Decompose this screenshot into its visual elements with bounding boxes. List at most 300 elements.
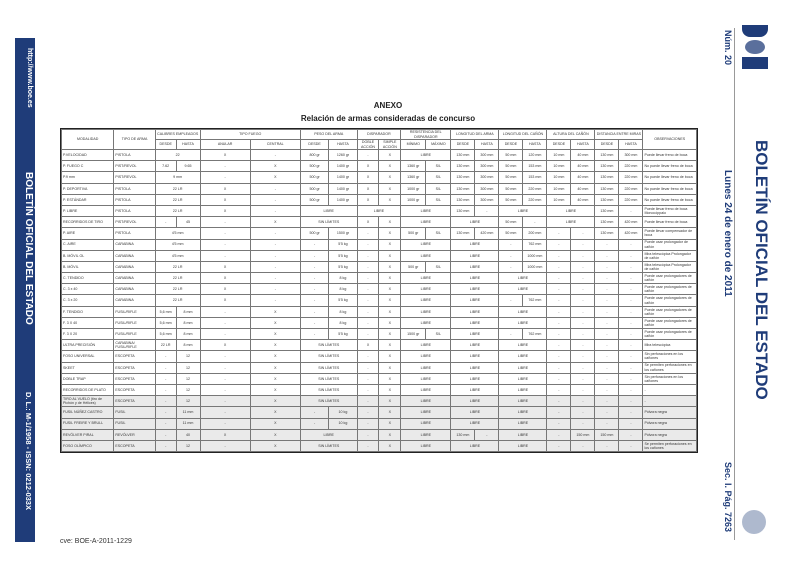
table-cell: SIN LÍMITES: [300, 373, 357, 384]
table-cell: 420 mm: [475, 228, 499, 239]
table-cell: LIBRE: [401, 250, 451, 261]
table-cell: 22 LR: [155, 295, 200, 306]
table-cell: 8 kg: [329, 317, 357, 328]
table-cell: Mira telescópica Prolongador de cañón: [643, 250, 697, 261]
table-cell: -: [619, 306, 643, 317]
table-cell: CARABINA: [114, 284, 155, 295]
table-cell: Pólvora negra: [643, 407, 697, 418]
table-cell: 130 mm: [451, 194, 475, 205]
table-cell: 8 mm: [176, 317, 200, 328]
table-cell: X: [200, 205, 250, 216]
table-cell: -: [571, 407, 595, 418]
table-cell: S/L: [426, 161, 451, 172]
table-cell: X: [357, 194, 379, 205]
table-cell: X: [379, 150, 401, 161]
table-cell: 5'5 kg: [329, 329, 357, 340]
table-cell: Pólvora negra: [643, 418, 697, 429]
table-cell: -: [595, 239, 619, 250]
table-cell: SIN LÍMITES: [300, 362, 357, 373]
table-cell: SIN LÍMITES: [300, 340, 357, 351]
table-cell: -: [547, 440, 571, 451]
table-row: [62, 306, 697, 317]
table-cell: ESCOPETA: [114, 384, 155, 395]
table-cell: PISTOLA: [114, 228, 155, 239]
table-cell: LIBRE: [401, 407, 451, 418]
table-cell: 220 mm: [619, 183, 643, 194]
table-cell: X: [379, 295, 401, 306]
table-cell: -: [547, 396, 571, 407]
table-cell: PISTOLA: [114, 183, 155, 194]
table-cell: 5'5 kg: [329, 261, 357, 272]
table-cell: -: [547, 273, 571, 284]
table-cell: -: [250, 205, 300, 216]
table-cell: -: [155, 407, 176, 418]
table-cell: -: [200, 317, 250, 328]
table-cell: X: [379, 329, 401, 340]
table-cell: LIBRE: [451, 306, 499, 317]
table-cell: LIBRE: [401, 362, 451, 373]
table-cell: 800 gr: [300, 150, 328, 161]
col-modalidad: MODALIDAD: [62, 130, 114, 150]
sub-central: CENTRAL: [250, 140, 300, 150]
table-cell: LIBRE: [401, 295, 451, 306]
table-cell: B. MÓVIL OL: [62, 250, 114, 261]
table-cell: X: [200, 284, 250, 295]
table-cell: FUSIL/RIFLE: [114, 306, 155, 317]
table-cell: -: [571, 284, 595, 295]
table-cell: Se permiten perforaciones en los cañones: [643, 440, 697, 451]
table-cell: -: [250, 284, 300, 295]
table-cell: -: [619, 440, 643, 451]
table-cell: P. ESTÁNDAR: [62, 194, 114, 205]
table-cell: -: [571, 228, 595, 239]
table-cell: X: [200, 273, 250, 284]
table-cell: -: [155, 351, 176, 362]
table-cell: X: [379, 429, 401, 440]
sub-desde: DESDE: [300, 140, 328, 150]
table-row: [62, 150, 697, 161]
table-cell: -: [619, 396, 643, 407]
table-cell: LIBRE: [499, 205, 547, 216]
table-cell: 300 mm: [475, 150, 499, 161]
table-cell: Puede usar prolongadores de cañón: [643, 284, 697, 295]
document-heading: Relación de armas consideradas de concurso: [300, 114, 476, 123]
table-cell: -: [619, 340, 643, 351]
table-cell: -: [595, 362, 619, 373]
table-cell: -: [547, 239, 571, 250]
table-cell: 4'5 mm: [155, 228, 200, 239]
table-cell: 12: [176, 373, 200, 384]
table-cell: 220 mm: [523, 183, 547, 194]
table-cell: 4'5 mm: [155, 250, 200, 261]
table-row: [62, 228, 697, 239]
table-cell: -: [571, 362, 595, 373]
table-cell: -: [619, 239, 643, 250]
table-cell: X: [379, 418, 401, 429]
table-cell: LIBRE: [451, 217, 499, 228]
table-cell: 22 LR: [155, 194, 200, 205]
table-row: [62, 373, 697, 384]
table-cell: CARABINA: [114, 250, 155, 261]
table-cell: No puede llevar freno de boca: [643, 161, 697, 172]
table-cell: LIBRE: [499, 418, 547, 429]
table-cell: LIBRE: [451, 250, 499, 261]
table-cell: -: [571, 261, 595, 272]
table-cell: X: [250, 317, 300, 328]
table-cell: -: [200, 329, 250, 340]
table-cell: SKEET: [62, 362, 114, 373]
table-cell: Mira telescópica: [643, 340, 697, 351]
table-cell: -: [357, 440, 379, 451]
table-cell: -: [571, 250, 595, 261]
table-cell: LIBRE: [401, 239, 451, 250]
table-cell: -: [250, 250, 300, 261]
table-cell: -: [250, 239, 300, 250]
table-cell: DOBLE TRAP: [62, 373, 114, 384]
table-cell: 150 mm: [571, 429, 595, 440]
table-cell: 130 mm: [595, 228, 619, 239]
table-cell: CARABINA: [114, 273, 155, 284]
table-cell: -: [357, 429, 379, 440]
table-cell: 22 LR: [155, 261, 200, 272]
table-cell: X: [250, 384, 300, 395]
table-cell: LIBRE: [401, 273, 451, 284]
table-cell: 5,6 mm: [155, 317, 176, 328]
table-cell: LIBRE: [499, 340, 547, 351]
table-cell: 8 kg: [329, 273, 357, 284]
table-cell: -: [547, 250, 571, 261]
table-cell: X: [379, 194, 401, 205]
table-cell: -: [595, 295, 619, 306]
table-cell: S/L: [426, 261, 451, 272]
sub-hasta: HASTA: [176, 140, 200, 150]
table-cell: 40 mm: [571, 194, 595, 205]
table-cell: C. AIRE: [62, 239, 114, 250]
table-cell: -: [547, 373, 571, 384]
table-cell: -: [523, 217, 547, 228]
sidebar-url-link[interactable]: http://www.boe.es: [26, 48, 33, 108]
table-cell: ULTRA PRECISIÓN: [62, 340, 114, 351]
table-cell: -: [357, 418, 379, 429]
table-cell: 130 mm: [595, 161, 619, 172]
table-cell: X: [250, 217, 300, 228]
table-cell: X: [379, 340, 401, 351]
table-row: [62, 217, 697, 228]
table-cell: -: [619, 250, 643, 261]
table-row: [62, 317, 697, 328]
sub-doble-accion: DOBLE ACCIÓN: [357, 140, 379, 150]
table-row: [62, 194, 697, 205]
table-cell: X: [379, 351, 401, 362]
table-cell: -: [547, 261, 571, 272]
table-cell: Puede usar prolongadores de cañón: [643, 329, 697, 340]
table-cell: ESCOPETA: [114, 440, 155, 451]
table-cell: 8 mm: [176, 306, 200, 317]
table-row: [62, 351, 697, 362]
table-cell: LIBRE: [547, 217, 595, 228]
table-cell: -: [200, 217, 250, 228]
table-cell: -: [200, 396, 250, 407]
table-cell: 500 gr: [300, 183, 328, 194]
table-cell: LIBRE: [401, 284, 451, 295]
table-cell: -: [499, 295, 523, 306]
table-cell: PIST/REVOL: [114, 161, 155, 172]
table-cell: -: [619, 295, 643, 306]
table-cell: ESCOPETA: [114, 396, 155, 407]
table-cell: 5,6 mm: [155, 329, 176, 340]
table-cell: X: [250, 373, 300, 384]
table-cell: FUSIL FREIRE Y BRULL: [62, 418, 114, 429]
col-resistencia: RESISTENCIA DEL DISPARADOR: [401, 130, 451, 140]
table-cell: -: [571, 317, 595, 328]
table-cell: -: [619, 362, 643, 373]
table-cell: 4'5 mm: [155, 239, 200, 250]
table-cell: -: [571, 418, 595, 429]
table-cell: FUSIL/RIFLE: [114, 329, 155, 340]
table-cell: 12: [176, 351, 200, 362]
table-cell: -: [595, 317, 619, 328]
table-row: [62, 172, 697, 183]
table-cell: 130 mm: [451, 228, 475, 239]
table-cell: SIN LÍMITES: [300, 351, 357, 362]
table-cell: X: [200, 150, 250, 161]
table-cell: -: [619, 418, 643, 429]
table-cell: 500 gr: [300, 172, 328, 183]
table-cell: LIBRE: [499, 284, 547, 295]
table-cell: LIBRE: [451, 239, 499, 250]
table-cell: -: [155, 396, 176, 407]
table-row: [62, 407, 697, 418]
table-cell: S/L: [426, 194, 451, 205]
table-cell: -: [357, 239, 379, 250]
col-altura: ALTURA DEL CAÑÓN: [547, 130, 595, 140]
col-tipo-arma: TIPO DE ARMA: [114, 130, 155, 150]
table-cell: Puede usar prolongadores de cañón: [643, 306, 697, 317]
table-body: [62, 150, 697, 452]
table-cell: ESCOPETA: [114, 362, 155, 373]
table-cell: -: [547, 329, 571, 340]
table-cell: -: [300, 306, 328, 317]
table-cell: -: [155, 362, 176, 373]
table-cell: 50 mm: [499, 217, 523, 228]
table-cell: -: [643, 396, 697, 407]
table-cell: X: [250, 407, 300, 418]
sub-desde: DESDE: [155, 140, 176, 150]
table-cell: LIBRE: [401, 373, 451, 384]
table-cell: -: [250, 295, 300, 306]
table-cell: -: [571, 340, 595, 351]
sub-hasta: HASTA: [523, 140, 547, 150]
issue-date: Lunes 24 de enero de 2011: [722, 170, 733, 297]
table-cell: 22 LR: [155, 340, 176, 351]
table-cell: -: [499, 329, 523, 340]
table-cell: X: [250, 306, 300, 317]
table-cell: 22: [155, 150, 200, 161]
table-cell: -: [595, 273, 619, 284]
table-cell: -: [200, 228, 250, 239]
table-cell: -: [595, 373, 619, 384]
table-cell: -: [155, 217, 176, 228]
table-cell: 130 mm: [595, 183, 619, 194]
sub-anular: ANULAR: [200, 140, 250, 150]
table-cell: -: [595, 396, 619, 407]
table-cell: LIBRE: [401, 205, 451, 216]
table-cell: -: [643, 384, 697, 395]
table-cell: X: [250, 362, 300, 373]
table-cell: LIBRE: [499, 317, 547, 328]
table-cell: LIBRE: [451, 317, 499, 328]
table-row: [62, 418, 697, 429]
table-cell: 220 mm: [619, 161, 643, 172]
table-cell: LIBRE: [401, 429, 451, 440]
table-cell: 10 kg: [329, 407, 357, 418]
table-cell: -: [547, 362, 571, 373]
table-cell: C. 3 x 40: [62, 284, 114, 295]
table-cell: -: [357, 351, 379, 362]
table-cell: PIST/REVOL: [114, 172, 155, 183]
table-cell: LIBRE: [401, 317, 451, 328]
table-cell: LIBRE: [499, 396, 547, 407]
table-cell: -: [200, 362, 250, 373]
table-cell: 11 mm: [176, 407, 200, 418]
table-cell: 40: [176, 429, 200, 440]
table-row: [62, 295, 697, 306]
table-cell: 130 mm: [595, 150, 619, 161]
table-cell: 150 mm: [595, 429, 619, 440]
table-cell: 12: [176, 362, 200, 373]
table-cell: LIBRE: [401, 396, 451, 407]
table-cell: -: [547, 407, 571, 418]
table-cell: X: [379, 228, 401, 239]
table-cell: LIBRE: [451, 384, 499, 395]
table-row: [62, 362, 697, 373]
table-cell: LIBRE: [300, 205, 357, 216]
col-peso: PESO DEL ARMA: [300, 130, 357, 140]
col-distancia: DISTANCIA ENTRE MIRAS: [595, 130, 643, 140]
table-cell: -: [619, 329, 643, 340]
table-cell: -: [595, 440, 619, 451]
sub-hasta: HASTA: [619, 140, 643, 150]
table-cell: 50 mm: [499, 161, 523, 172]
table-cell: LIBRE: [499, 306, 547, 317]
table-cell: 50 mm: [499, 194, 523, 205]
table-cell: -: [595, 418, 619, 429]
coat-of-arms-icon: [742, 510, 766, 534]
table-cell: X: [200, 295, 250, 306]
table-cell: 5'5 kg: [329, 250, 357, 261]
boe-logo-icon: [742, 25, 768, 69]
table-cell: -: [200, 250, 250, 261]
sub-desde: DESDE: [499, 140, 523, 150]
table-cell: 153 mm: [523, 172, 547, 183]
section-page: Sec. I. Pág. 7263: [723, 462, 733, 533]
table-cell: X: [250, 340, 300, 351]
col-observaciones: OBSERVACIONES: [643, 130, 697, 150]
table-cell: -: [571, 396, 595, 407]
table-cell: 1400 gr: [329, 161, 357, 172]
table-cell: 10 kg: [329, 418, 357, 429]
table-cell: 500 gr: [300, 161, 328, 172]
table-cell: -: [547, 228, 571, 239]
sub-minimo: MÍNIMO: [401, 140, 426, 150]
table-cell: -: [595, 306, 619, 317]
table-cell: -: [547, 340, 571, 351]
table-cell: PISTOLA: [114, 194, 155, 205]
table-cell: X: [200, 183, 250, 194]
table-cell: 300 mm: [619, 150, 643, 161]
sidebar-legal-deposit: D. L.: M-1/1958 - ISSN: 0212-033X: [24, 392, 33, 510]
sidebar-title: BOLETÍN OFICIAL DEL ESTADO: [23, 172, 34, 325]
table-cell: -: [595, 261, 619, 272]
table-cell: 130 mm: [595, 217, 619, 228]
table-cell: -: [155, 440, 176, 451]
table-cell: LIBRE: [401, 340, 451, 351]
table-cell: 200 mm: [523, 228, 547, 239]
table-cell: X: [379, 362, 401, 373]
table-cell: -: [571, 351, 595, 362]
weapons-table: [60, 128, 698, 453]
table-cell: Puede llevar compensador de boca: [643, 228, 697, 239]
table-cell: 7.62: [155, 161, 176, 172]
table-cell: -: [547, 351, 571, 362]
table-cell: 500 gr: [300, 228, 328, 239]
table-cell: 8 kg: [329, 306, 357, 317]
table-cell: X: [250, 161, 300, 172]
col-calibres: CALIBRES EMPLEADOS: [155, 130, 200, 140]
table-cell: LIBRE: [547, 205, 595, 216]
table-cell: 12: [176, 396, 200, 407]
table-cell: Se permiten perforaciones en los cañones: [643, 362, 697, 373]
table-cell: X: [379, 183, 401, 194]
table-cell: -: [571, 373, 595, 384]
table-cell: -: [300, 329, 328, 340]
table-cell: LIBRE: [451, 340, 499, 351]
table-cell: S/L: [426, 329, 451, 340]
table-cell: 10 mm: [547, 194, 571, 205]
sub-desde: DESDE: [595, 140, 619, 150]
cve-code: cve: BOE-A-2011-1229: [60, 538, 132, 545]
table-cell: -: [200, 440, 250, 451]
table-cell: C. TENDIDO: [62, 273, 114, 284]
table-cell: No puede llevar freno de boca: [643, 183, 697, 194]
table-cell: -: [547, 418, 571, 429]
table-cell: LIBRE: [451, 273, 499, 284]
table-cell: LIBRE: [401, 418, 451, 429]
table-cell: -: [300, 317, 328, 328]
table-cell: 1000 gr: [401, 183, 426, 194]
table-cell: CARABINA: [114, 295, 155, 306]
table-cell: -: [499, 261, 523, 272]
table-cell: -: [200, 239, 250, 250]
table-cell: 420 mm: [619, 217, 643, 228]
table-cell: -: [571, 384, 595, 395]
table-cell: 762 mm: [523, 295, 547, 306]
table-cell: X: [200, 261, 250, 272]
table-cell: LIBRE: [451, 396, 499, 407]
table-cell: -: [357, 250, 379, 261]
table-cell: X: [357, 183, 379, 194]
table-cell: LIBRE: [401, 440, 451, 451]
table-cell: -: [595, 407, 619, 418]
table-cell: 50 mm: [499, 172, 523, 183]
table-cell: 762 mm: [523, 329, 547, 340]
table-cell: -: [619, 317, 643, 328]
table-cell: 500 gr: [300, 194, 328, 205]
table-cell: X: [379, 396, 401, 407]
table-cell: 300 mm: [475, 172, 499, 183]
table-cell: LIBRE: [451, 407, 499, 418]
table-cell: -: [547, 317, 571, 328]
